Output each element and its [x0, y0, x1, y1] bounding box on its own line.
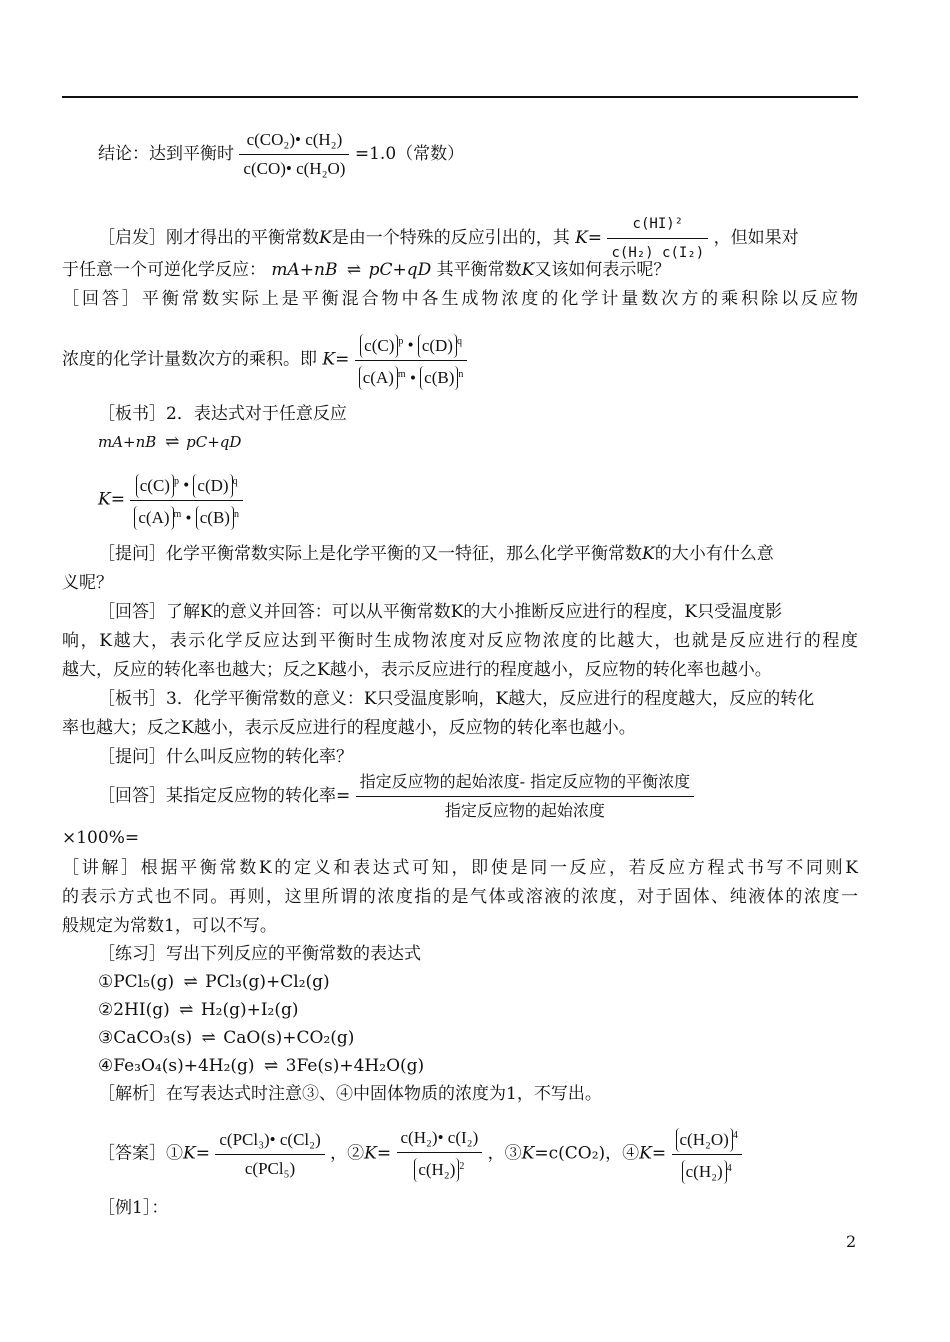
conversion-text: ［回答］某指定反应物的转化率=: [98, 786, 351, 806]
answer-text: 浓度的化学计量数次方的乘积。即: [62, 349, 317, 370]
exp-n: n: [233, 508, 239, 520]
exp-m: m: [173, 508, 182, 520]
conclusion-fraction: [239, 128, 349, 181]
question-line-1: [98, 542, 774, 566]
cd: c(D): [193, 474, 232, 498]
question-text-b: 的大小有什么意: [654, 544, 774, 564]
answer-sep-2: ，②: [330, 1143, 365, 1164]
answer2-denominator: [397, 1153, 483, 1183]
answer-line-1: ［回答］平衡常数实际上是平衡混合物中各生成物浓度的化学计量数次方的乘积除以反应物: [62, 289, 858, 309]
conversion-fraction: [356, 770, 695, 823]
conversion-percent: ×100%=: [62, 828, 140, 848]
k-symbol: K=: [521, 1143, 549, 1164]
question-text-c: 又该如何表示呢？: [534, 260, 671, 280]
answer-sep-3: ，③: [487, 1143, 522, 1164]
hi-denominator: c(H₂) c(I₂): [611, 245, 705, 261]
ca: c(A): [134, 506, 173, 530]
conversion-denominator: 指定反应物的起始浓度: [444, 801, 605, 820]
exercise-item-2: [98, 998, 299, 1022]
board-k-fraction: [130, 470, 243, 530]
reaction-left: mA+nB: [98, 433, 157, 451]
exp-p: p: [173, 476, 179, 487]
board-k-denominator: [130, 501, 243, 531]
answer1-denominator: c(PCl₅): [244, 1158, 296, 1178]
cc: c(C): [136, 474, 174, 498]
general-k-numerator: [355, 330, 468, 361]
conclusion-numerator: c(CO₂)• c(H₂): [239, 128, 349, 155]
equilibrium-arrow-icon: ⇌: [201, 1028, 214, 1048]
reaction-left: mA+nB: [271, 260, 338, 280]
answer-k-line-1: ［回答］了解K的意义并回答：可以从平衡常数K的大小推断反应进行的程度，K只受温度影: [98, 602, 783, 622]
ch2: c(H₂): [414, 1158, 459, 1182]
exp-q: q: [456, 336, 462, 347]
answer-k-line-3: 越大，反应的转化率也越大；反之K越小，表示反应进行的程度越小，反应物的转化率也越小。: [62, 660, 772, 680]
answer-line-2: [62, 330, 467, 390]
page-number: 2: [846, 1232, 857, 1251]
cc: c(C): [360, 334, 398, 358]
exercise-right: H₂(g)+I₂(g): [200, 1000, 299, 1020]
exercise-right: 3Fe(s)+4H₂O(g): [285, 1056, 425, 1076]
exp-4: 4: [726, 1162, 732, 1174]
exp-4: 4: [732, 1130, 738, 1141]
general-k-fraction: [355, 330, 468, 390]
conclusion-denominator: c(CO)• c(H₂O): [243, 159, 346, 178]
exp-m: m: [397, 368, 406, 380]
answer4-denominator: [672, 1155, 742, 1185]
hi-numerator: c(HI)²: [607, 212, 708, 239]
board-k-expression: [98, 470, 243, 530]
k-symbol: K=: [322, 349, 350, 370]
question-line-2: 义呢？: [62, 573, 113, 593]
answer4-numerator: [672, 1124, 742, 1155]
answer1-fraction: [215, 1128, 324, 1181]
analysis-line: ［解析］在写表达式时注意③、④中固体物质的浓度为1，不写出。: [98, 1084, 602, 1104]
dot: •: [183, 475, 190, 495]
answer4-fraction: [672, 1124, 742, 1184]
conclusion-line: [98, 128, 464, 181]
general-k-denominator: [355, 361, 468, 391]
equilibrium-arrow-icon: ⇌: [263, 1056, 277, 1076]
equilibrium-arrow-icon: ⇌: [183, 972, 196, 992]
answer3-value: c(CO₂): [548, 1143, 606, 1164]
question-text-a: 于任意一个可逆化学反应：: [62, 260, 266, 280]
dot: •: [185, 508, 192, 528]
exp-q: q: [232, 476, 238, 487]
exercise-item-4: [98, 1054, 424, 1078]
k-symbol: K: [642, 544, 655, 564]
ca: c(A): [359, 366, 398, 390]
conversion-formula-line: [98, 770, 694, 823]
exercise-right: CaO(s)+CO₂(g): [223, 1028, 355, 1048]
hint-text-a: ［启发］刚才得出的平衡常数: [98, 228, 319, 248]
exercise-item-1: [98, 970, 330, 994]
exercise-left: ④Fe₃O₄(s)+4H₂(g): [98, 1056, 255, 1076]
example-heading: ［例1］：: [98, 1198, 169, 1218]
exercise-left: ①PCl₅(g): [98, 972, 175, 992]
exp-p: p: [398, 336, 404, 347]
explain-line-1: ［讲解］根据平衡常数K的定义和表达式可知，即使是同一反应，若反应方程式书写不同则K: [62, 858, 858, 878]
answer-sep-4: ，④: [605, 1143, 640, 1164]
exp-2: 2: [459, 1160, 465, 1172]
conclusion-text: 结论：达到平衡时: [98, 144, 234, 164]
exercise-left: ②2HI(g): [98, 1000, 170, 1020]
k-symbol: K=: [639, 1143, 667, 1164]
exercise-left: ③CaCO₃(s): [98, 1028, 193, 1048]
ch2: c(H₂): [682, 1160, 727, 1184]
exercise-item-3: [98, 1026, 354, 1050]
answer2-numerator: c(H₂)• c(I₂): [397, 1126, 483, 1153]
board-line-2: ［板书］2．表达式对于任意反应: [98, 404, 347, 424]
k-symbol: K=: [575, 228, 603, 248]
board-line-3b: 率也越大；反之K越小，表示反应进行的程度越小，反应物的转化率也越小。: [62, 718, 636, 738]
k-symbol: K=: [183, 1143, 210, 1164]
cb: c(B): [196, 506, 234, 530]
board-line-3a: ［板书］3．化学平衡常数的意义：K只受温度影响，K越大，反应进行的程度越大，反应的转化: [98, 689, 815, 709]
question-text-b: 其平衡常数: [436, 260, 522, 280]
reaction-right: pC+qD: [186, 433, 242, 451]
board-k-numerator: [130, 470, 243, 501]
answer2-fraction: [397, 1126, 483, 1183]
hint-text-b: 是由一个特殊的反应引出的，其: [331, 228, 570, 248]
dot: •: [409, 368, 416, 388]
reaction-question-line: [62, 258, 670, 282]
cb: c(B): [420, 366, 458, 390]
equilibrium-arrow-icon: ⇌: [179, 1000, 192, 1020]
board-reaction: [98, 430, 241, 454]
conclusion-value: =1.0（常数）: [354, 144, 465, 164]
answer-k-line-2: 响，K越大，表示化学反应达到平衡时生成物浓度对反应物浓度的比越大，也就是反应进行的程度: [62, 631, 858, 651]
equilibrium-arrow-icon: ⇌: [346, 260, 360, 280]
question-text: ［提问］化学平衡常数实际上是化学平衡的又一特征，那么化学平衡常数: [98, 544, 642, 564]
conversion-numerator: 指定反应物的起始浓度- 指定反应物的平衡浓度: [356, 770, 695, 797]
dot: •: [407, 335, 414, 355]
k-symbol: K: [521, 260, 535, 280]
k-symbol: K=: [98, 489, 125, 510]
cd: c(D): [418, 334, 457, 358]
k-symbol: K=: [364, 1143, 392, 1164]
exercise-right: PCl₃(g)+Cl₂(g): [205, 972, 330, 992]
header-rule: [62, 96, 858, 98]
explain-line-3: 般规定为常数1，可以不写。: [62, 916, 277, 936]
answer-label: ［答案］①: [98, 1143, 183, 1164]
answer1-numerator: c(PCl₃)• c(Cl₂): [215, 1128, 324, 1155]
explain-line-2: 的表示方式也不同。再则，这里所谓的浓度指的是气体或溶液的浓度，对于固体、纯液体的浓度一: [62, 887, 858, 907]
equilibrium-arrow-icon: ⇌: [165, 432, 178, 452]
answer-key-line: [98, 1124, 742, 1184]
question-conversion: ［提问］什么叫反应物的转化率？: [98, 747, 353, 767]
exercise-heading: ［练习］写出下列反应的平衡常数的表达式: [98, 944, 421, 964]
hint-text-c: ，但如果对: [713, 228, 799, 248]
k-symbol: K: [319, 228, 332, 248]
reaction-right: pC+qD: [368, 260, 432, 280]
exp-n: n: [458, 368, 464, 380]
ch2o: c(H₂O): [676, 1128, 733, 1152]
